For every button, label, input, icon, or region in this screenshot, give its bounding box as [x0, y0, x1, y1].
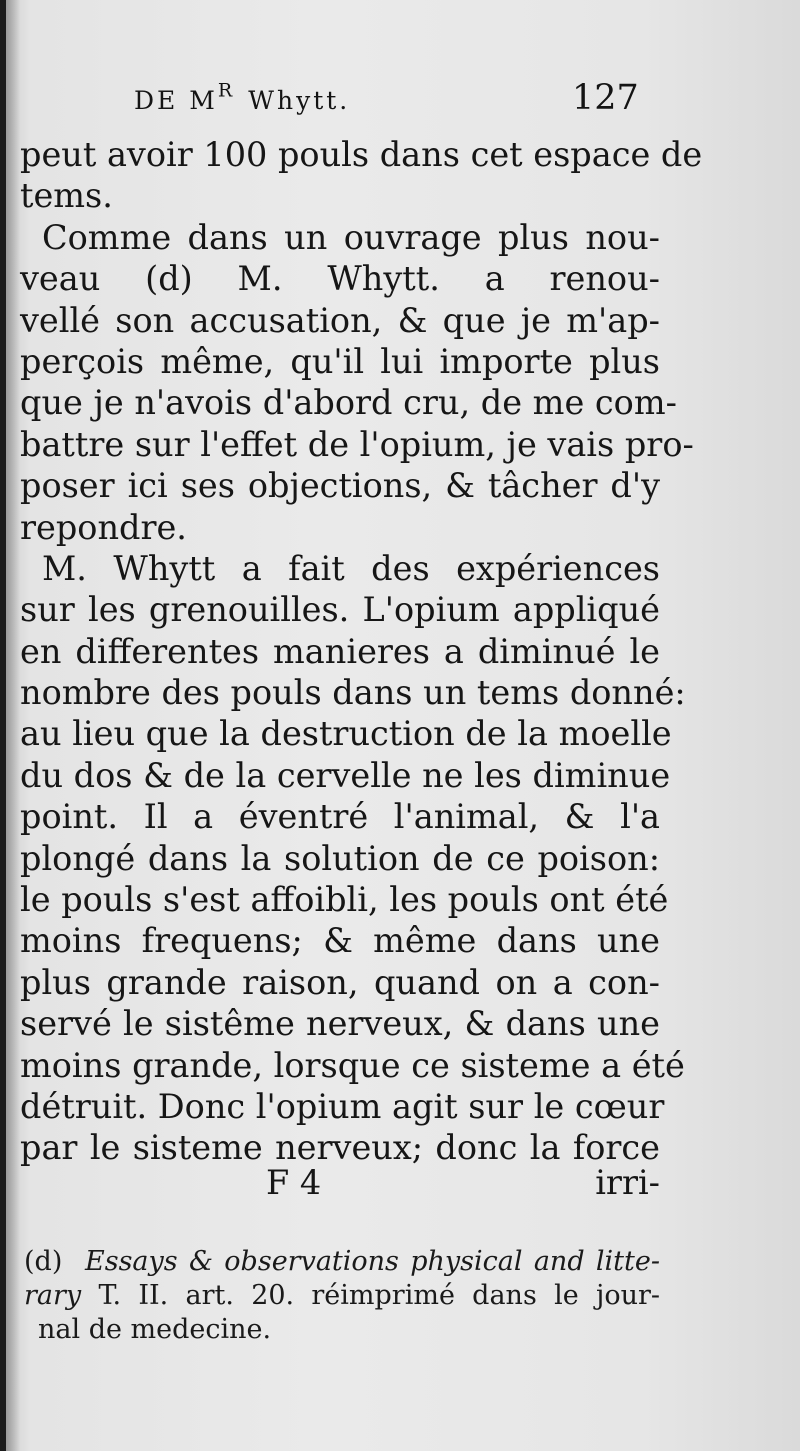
footnote	[24, 1245, 660, 1347]
text-line: détruit. Donc l'opium agit sur le cœur	[20, 1086, 665, 1126]
text-line: par le sisteme nerveux; donc la force	[20, 1128, 660, 1168]
running-head-prefix: DE M	[134, 86, 218, 115]
text-line: servé le sistême nerveux, & dans une	[20, 1004, 660, 1044]
text-line: que je n'avois d'abord cru, de me com-	[20, 383, 677, 423]
text-line: M. Whytt a fait des expériences	[42, 548, 660, 588]
running-head	[134, 78, 350, 118]
text-line: le pouls s'est affoibli, les pouls ont été	[20, 880, 669, 920]
text-line: sur les grenouilles. L'opium appliqué	[20, 590, 660, 630]
page-header	[6, 78, 800, 126]
text-line: point. Il a éventré l'animal, & l'a	[20, 797, 660, 837]
footnote-reference: T. II. art. 20. réimprimé dans le jour-	[98, 1280, 660, 1311]
running-head-name: Whytt.	[248, 86, 351, 115]
text-line: veau (d) M. Whytt. a renou-	[20, 259, 660, 299]
text-line: Comme dans un ouvrage plus nou-	[42, 217, 660, 257]
text-line: nombre des pouls dans un tems donné:	[20, 673, 686, 713]
text-line: moins frequens; & même dans une	[20, 921, 660, 961]
text-line: au lieu que la destruction de la moelle	[20, 714, 672, 754]
text-line: du dos & de la cervelle ne les diminue	[20, 755, 671, 795]
footnote-marker: (d)	[24, 1246, 63, 1277]
page-number: 127	[572, 78, 639, 118]
footnote-title-end: rary	[24, 1280, 82, 1311]
text-line: poser ici ses objections, & tâcher d'y	[20, 466, 660, 506]
footnote-line	[24, 1245, 660, 1279]
text-line: tems.	[20, 176, 113, 216]
signature-mark: F 4	[266, 1163, 322, 1202]
text-line: vellé son accusation, & que je m'ap-	[20, 300, 660, 340]
text-line: repondre.	[20, 507, 187, 547]
text-line: peut avoir 100 pouls dans cet espace de	[20, 135, 703, 174]
body-text	[20, 134, 703, 1169]
book-page	[6, 0, 800, 1451]
catchline	[20, 1163, 660, 1207]
gutter-shadow	[6, 0, 20, 1451]
text-line: plus grande raison, quand on a con-	[20, 962, 660, 1002]
text-line: battre sur l'effet de l'opium, je vais pro-	[20, 424, 694, 464]
text-line: en differentes manieres a diminué le	[20, 631, 660, 671]
text-line: perçois même, qu'il lui importe plus	[20, 341, 660, 381]
footnote-line: nal de medecine.	[38, 1314, 272, 1345]
text-line: moins grande, lorsque ce sisteme a été	[20, 1045, 685, 1085]
text-line: plongé dans la solution de ce poison:	[20, 838, 660, 878]
catchword: irri-	[595, 1163, 660, 1202]
running-head-superscript: R	[217, 79, 236, 102]
footnote-line	[24, 1279, 660, 1313]
footnote-title: Essays & observations physical and litte-	[85, 1246, 660, 1277]
